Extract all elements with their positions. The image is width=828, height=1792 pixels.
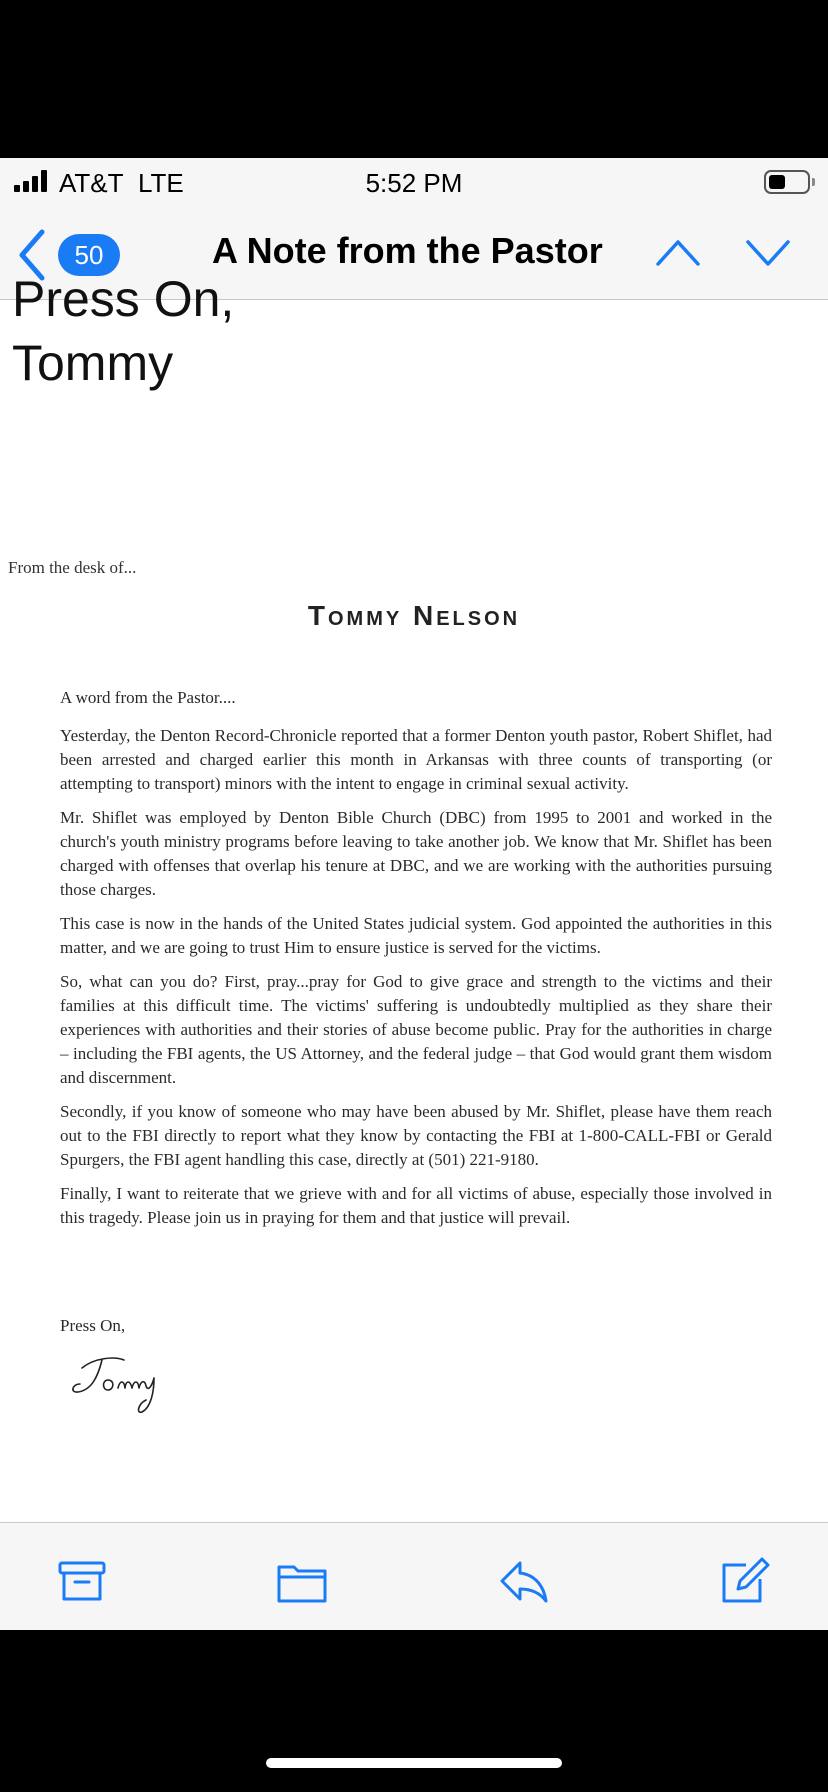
letter-closing: Press On, [60,1316,126,1335]
battery-tip [812,178,815,186]
letter-body [60,686,772,1240]
home-indicator[interactable] [266,1758,562,1768]
back-count-badge[interactable]: 50 [58,234,120,276]
email-signoff-name: Tommy [12,335,174,391]
message-body[interactable] [0,271,828,1522]
compose-icon[interactable] [718,1557,770,1605]
letter-paragraph: Finally, I want to reiterate that we grieve with and for all victims of abuse, especially those involved in this tragedy. Please join us in praying for them and that justice will prevail. [60,1184,772,1227]
bottom-toolbar [0,1522,828,1630]
letter-paragraph: Mr. Shiflet was employed by Denton Bible Church (DBC) from 1995 to 2001 and worked in the church's youth ministry programs before leaving to take another job. We know that Mr. Shiflet has been charged with offenses that overlap his tenure at DBC, and we are working with the authorities pursuing those charges. [60,808,772,899]
letterhead-name: Tommy Nelson [307,600,521,631]
archive-icon[interactable] [56,1557,108,1605]
network-label: LTE [137,168,184,198]
letter-salutation: A word from the Pastor.... [60,688,236,707]
reply-icon[interactable] [498,1557,550,1605]
letter-paragraph: Yesterday, the Denton Record-Chronicle reported that a former Denton youth pastor, Robert Shiflet, had been arrested and charged earlier this month in Arkansas with three counts of transporting (or attempting to transport) minors with the intent to engage in criminal sexual activity. [60,726,772,793]
next-message-icon[interactable] [744,236,792,270]
battery-icon [764,170,810,194]
desk-line: From the desk of... [8,558,137,577]
previous-message-icon[interactable] [654,236,702,270]
status-bar [0,158,828,208]
status-time: 5:52 PM [365,168,463,198]
message-subject-title: A Note from the Pastor [212,230,603,271]
letter-paragraph: So, what can you do? First, pray...pray for God to give grace and strength to the victims and their families at this difficult time. The victims' suffering is undoubtedly multiplied as they share their experiences with authorities and their stories of abuse become public. Pray for the authorities in charge – including the FBI agents, the US Attorney, and the federal judge – that God would grant them wisdom and discernment. [60,972,772,1087]
folder-icon[interactable] [276,1557,328,1605]
handwritten-signature [68,1346,178,1418]
letter-paragraph: This case is now in the hands of the United States judicial system. God appointed the authorities in this matter, and we are going to trust Him to ensure justice is served for the victims. [60,914,772,957]
letter-paragraph: Secondly, if you know of someone who may have been abused by Mr. Shiflet, please have them reach out to the FBI directly to report what they know by contacting the FBI at 1-800-CALL-FBI or Gerald Spurgers, the FBI agent handling this case, directly at (501) 221-9180. [60,1102,772,1169]
carrier-label: AT&T LTE [59,168,184,198]
email-signoff-clipped: Press On, [12,271,235,327]
